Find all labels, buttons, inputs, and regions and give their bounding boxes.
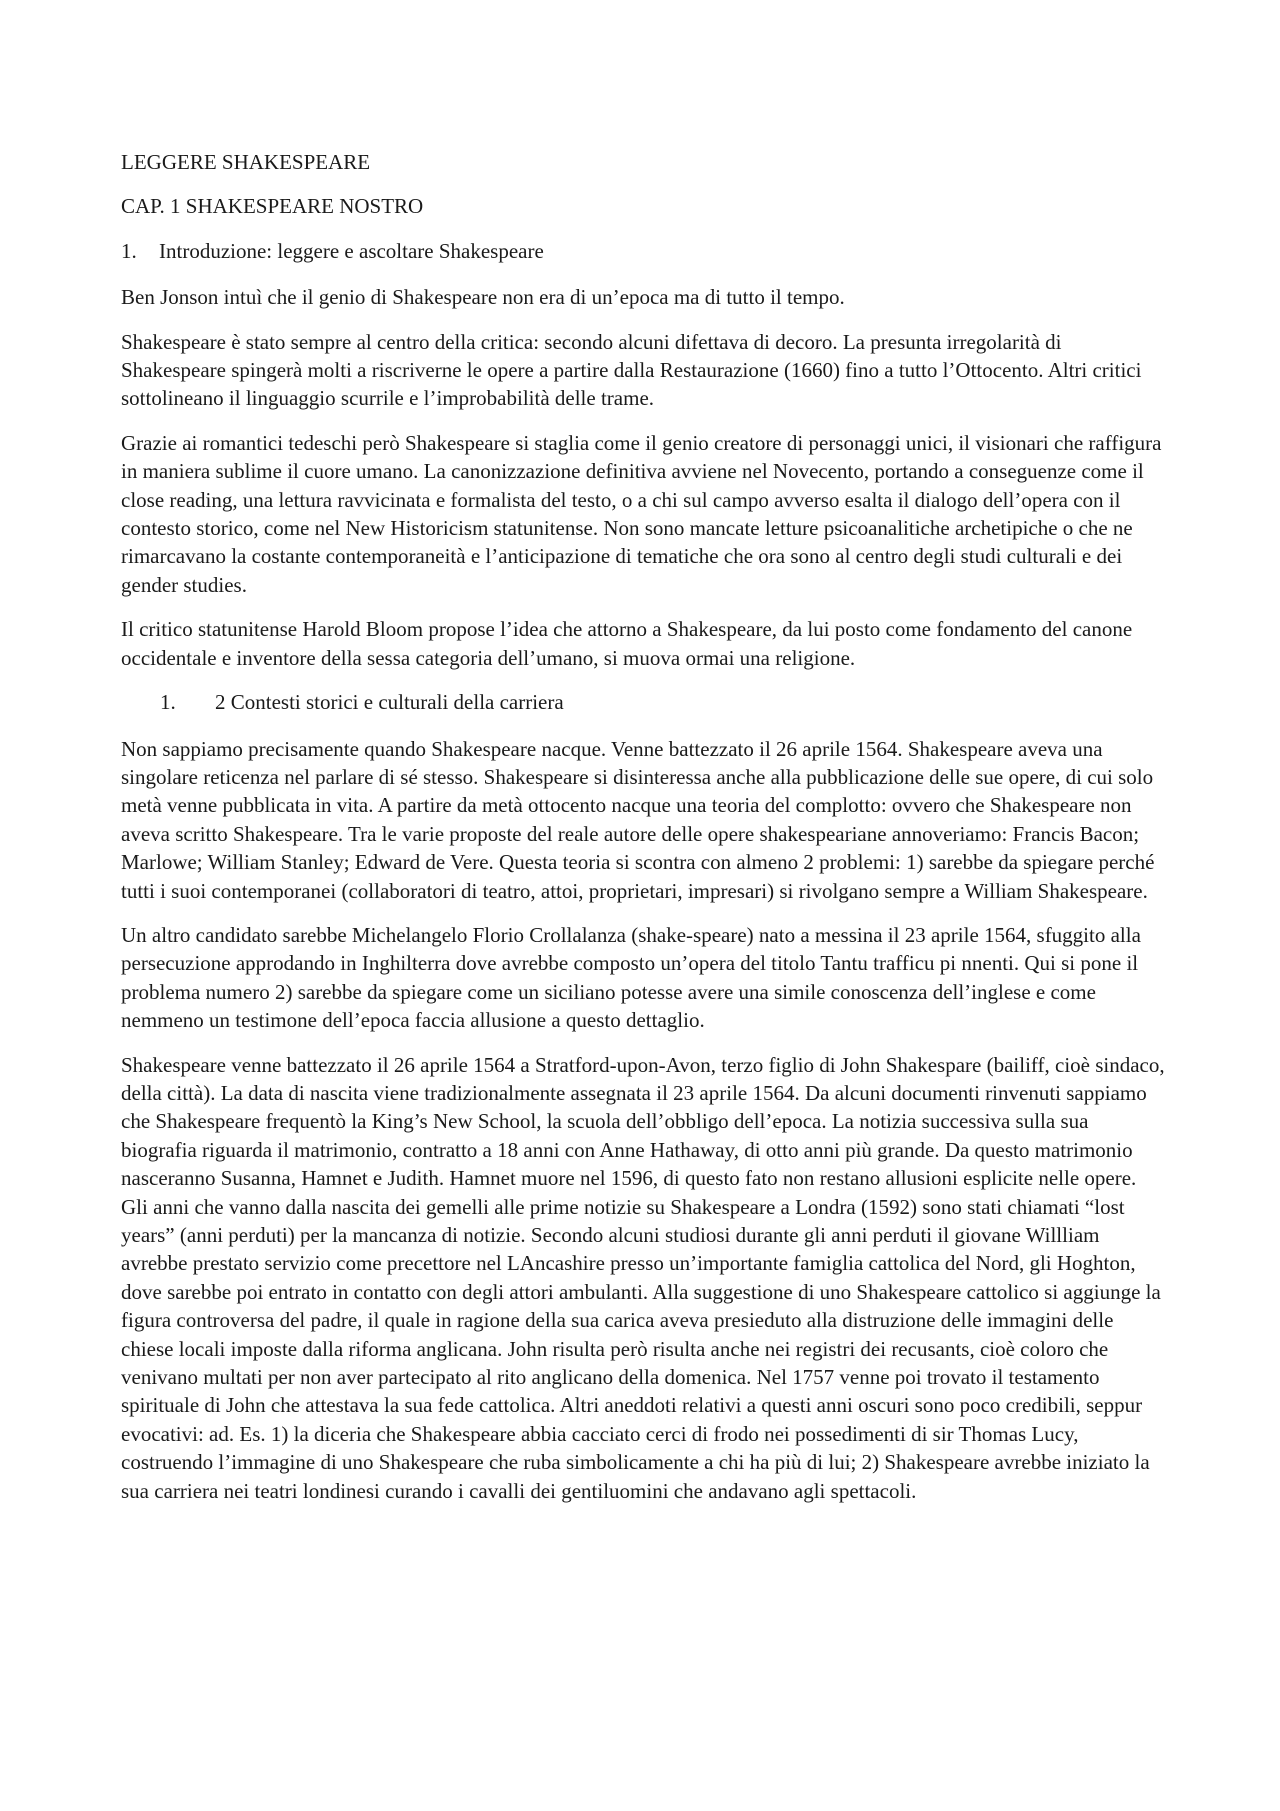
- paragraph-3: Grazie ai romantici tedeschi però Shakespeare si staglia come il genio creatore di personaggi unici, il visionari che raffigura in maniera sublime il cuore umano. La canonizzazione definitiva avviene nel Novecento, portando a conseguenze come il close reading, una lettura ravvicinata e formalista del testo, o a chi sul campo avverso esalta il dialogo dell’opera con il contesto storico, come nel New Historicism statunitense. Non sono mancate letture psicoanalitiche archetipiche o che ne rimarcavano la costante contemporaneità e l’anticipazione di tematiche che ora sono al centro degli studi culturali e dei gender studies.: [121, 430, 1162, 597]
- paragraph-5: Non sappiamo precisamente quando Shakespeare nacque. Venne battezzato il 26 aprile 1564. Shakespeare aveva una singolare reticenza nel parlare di sé stesso. Shakespeare si disinteressa anche alla pubblicazione delle sue opere, di cui solo metà venne pubblicata in vita. A partire da metà ottocento nacque una teoria del complotto: ovvero che Shakespeare non aveva scritto Shakespeare. Tra le varie proposte del reale autore delle opere shakespeariane annoveriamo: Francis Bacon; Marlowe; William Stanley; Edward de Vere. Questa teoria si scontra con almeno 2 problemi: 1) sarebbe da spiegare perché tutti i suoi contemporanei (collaboratori di teatro, attoi, proprietari, impresari) si rivolgano sempre a William Shakespeare.: [121, 736, 1155, 903]
- paragraph-1: Ben Jonson intuì che il genio di Shakespeare non era di un’epoca ma di tutto il tempo.: [121, 285, 845, 310]
- chapter-heading: CAP. 1 SHAKESPEARE NOSTRO: [121, 194, 424, 219]
- paragraph-7: Shakespeare venne battezzato il 26 aprile 1564 a Stratford-upon-Avon, terzo figlio di John Shakespare (bailiff, cioè sindaco, della città). La data di nascita viene tradizionalmente assegnata il 23 aprile 1564. Da alcuni documenti rinvenuti sappiamo che Shakespeare frequentò la King’s New School, la scuola dell’obbligo dell’epoca. La notizia successiva sulla sua biografia riguarda il matrimonio, contratto a 18 anni con Anne Hathaway, di otto anni più grande. Da questo matrimonio nasceranno Susanna, Hamnet e Judith. Hamnet muore nel 1596, di questo fato non restano allusioni esplicite nelle opere. Gli anni che vanno dalla nascita dei gemelli alle prime notizie su Shakespeare a Londra (1592) sono stati chiamati “lost years” (anni perduti) per la mancanza di notizie. Secondo alcuni studiosi durante gli anni perduti il giovane Willliam avrebbe prestato servizio come precettore nel LAncashire presso un’importante famiglia cattolica del Nord, gli Hoghton, dove sarebbe poi entrato in contatto con degli attori ambulanti. Alla suggestione di uno Shakespeare cattolico si aggiunge la figura controversa del padre, il quale in ragione della sua carica aveva presieduto alla distruzione delle immagini delle chiese locali imposte dalla riforma anglicana. John risulta però risulta anche nei registri dei recusants, cioè coloro che venivano multati per non aver partecipato al rito anglicano della domenica. Nel 1757 venne poi trovato il testamento spirituale di John che attestava la sua fede cattolica. Altri aneddoti relativi a questi anni oscuri sono poco credibili, seppur evocativi: ad. Es. 1) la diceria che Shakespeare abbia cacciato cerci di frodo nei possedimenti di sir Thomas Lucy, costruendo l’immagine di uno Shakespeare che ruba simbolicamente a chi ha più di lui; 2) Shakespeare avrebbe iniziato la sua carriera nei teatri londinesi curando i cavalli dei gentiluomini che andavano agli spettacoli.: [121, 1052, 1165, 1503]
- paragraph-6: Un altro candidato sarebbe Michelangelo Florio Crollalanza (shake-speare) nato a messina il 23 aprile 1564, sfuggito alla persecuzione approdando in Inghilterra dove avrebbe composto un’opera del titolo Tantu trafficu pi nnenti. Qui si pone il problema numero 2) sarebbe da spiegare come un siciliano potesse avere una simile conoscenza dell’inglese e come nemmeno un testimone dell’epoca faccia allusione a questo dettaglio.: [121, 922, 1141, 1033]
- section-title: Introduzione: leggere e ascoltare Shakespeare: [159, 238, 544, 263]
- document-page: [121, 148, 1166, 1521]
- section-number: 1.: [160, 690, 176, 715]
- section-number: 1.: [121, 238, 137, 263]
- section-title: 2 Contesti storici e culturali della carriera: [215, 690, 564, 715]
- paragraph-2: Shakespeare è stato sempre al centro della critica: secondo alcuni difettava di decoro. La presunta irregolarità di Shakespeare spingerà molti a riscriverne le opere a partire dalla Restaurazione (1660) fino a tutto l’Ottocento. Altri critici sottolineano il linguaggio scurrile e l’improbabilità delle trame.: [121, 329, 1142, 411]
- section-heading-2: [121, 688, 1166, 716]
- paragraph-4: Il critico statunitense Harold Bloom propose l’idea che attorno a Shakespeare, da lui posto come fondamento del canone occidentale e inventore della sessa categoria dell’umano, si muova ormai una religione.: [121, 617, 1133, 670]
- document-title: LEGGERE SHAKESPEARE: [121, 150, 371, 174]
- section-heading-1: [121, 237, 1166, 265]
